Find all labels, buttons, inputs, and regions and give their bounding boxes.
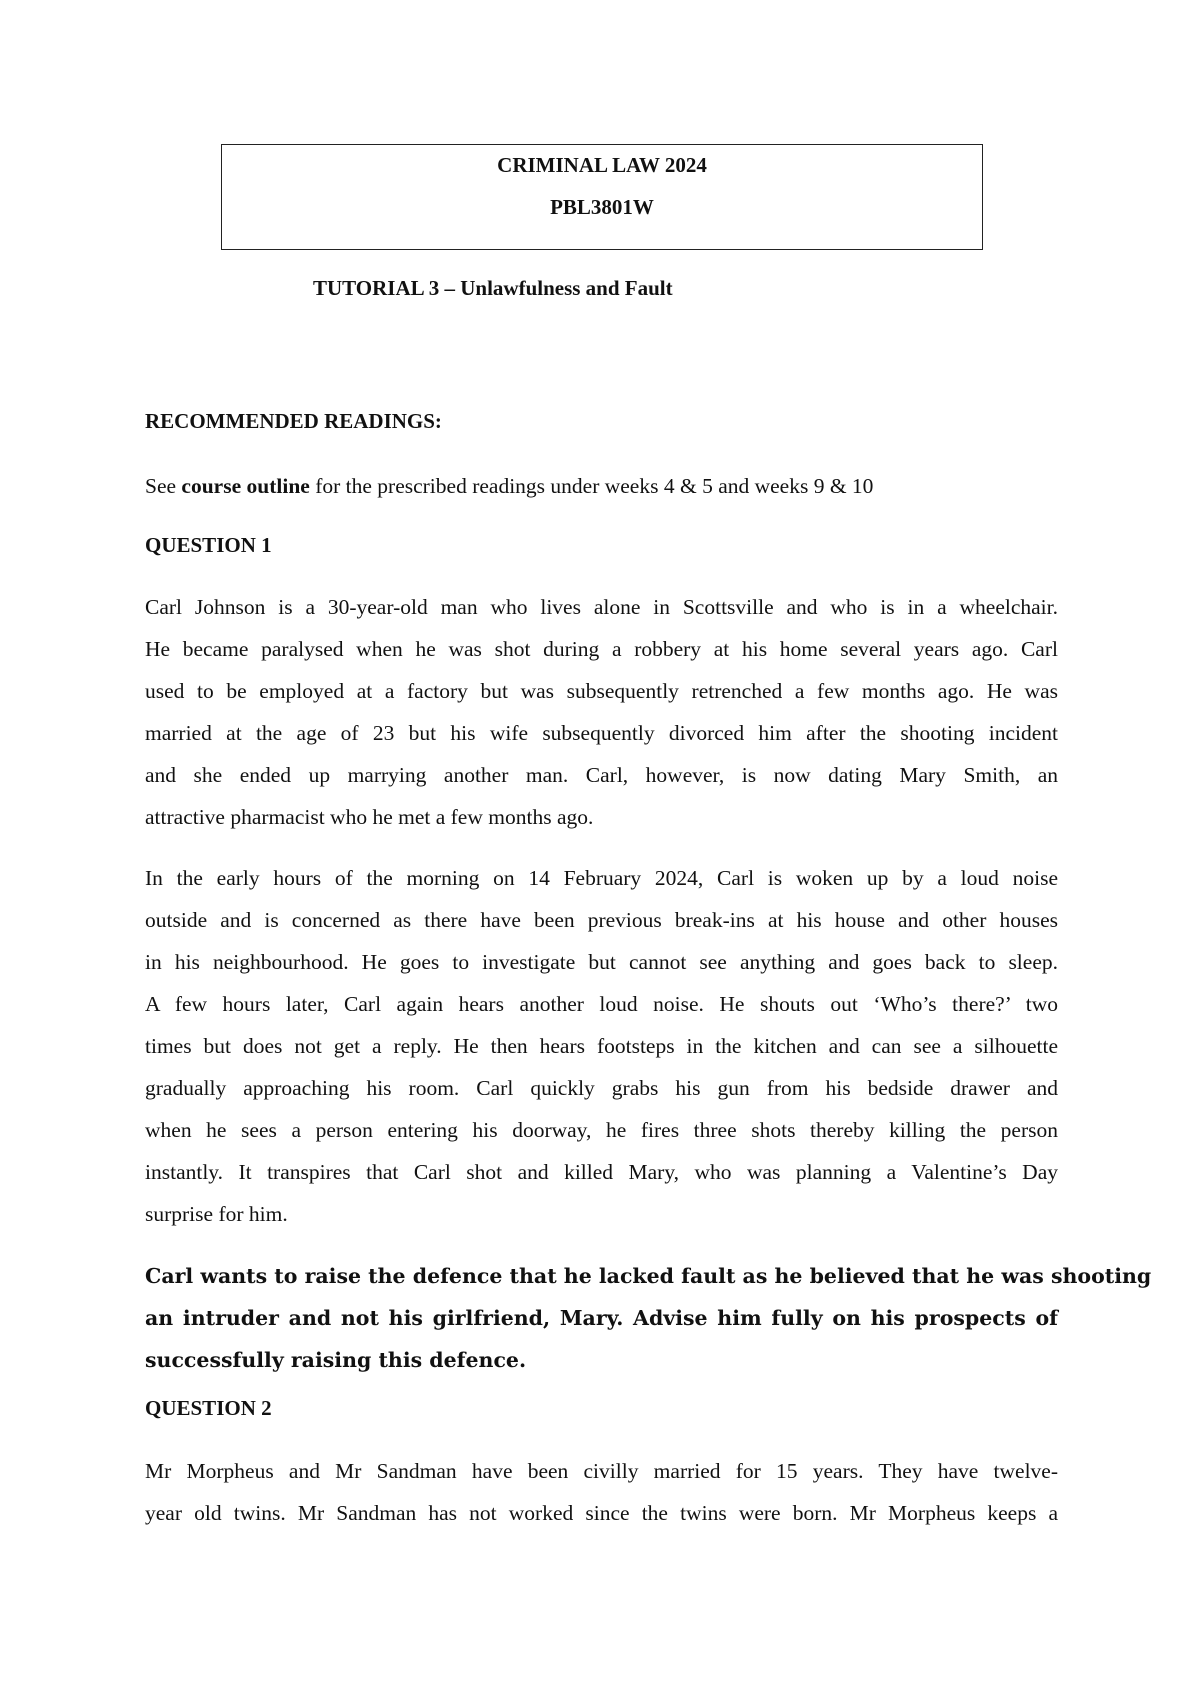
text-line: instantly. It transpires that Carl shot and killed Mary, who was planning a Valentine’s Day <box>145 1160 1058 1184</box>
text-line: gradually approaching his room. Carl quickly grabs his gun from his bedside drawer and <box>145 1076 1058 1100</box>
question-2-paragraph-1 <box>145 1450 1058 1534</box>
course-code: PBL3801W <box>550 195 654 219</box>
text-line: surprise for him. <box>145 1202 288 1226</box>
text-line: married at the age of 23 but his wife subsequently divorced him after the shooting incident <box>145 721 1058 745</box>
text-line: Mr Morpheus and Mr Sandman have been civilly married for 15 years. They have twelve- <box>145 1459 1058 1483</box>
text-line: in his neighbourhood. He goes to investigate but cannot see anything and goes back to sleep. <box>145 950 1058 974</box>
text-line: Carl wants to raise the defence that he lacked fault as he believed that he was shooting <box>145 1264 1152 1288</box>
text-line: and she ended up marrying another man. Carl, however, is now dating Mary Smith, an <box>145 763 1058 787</box>
text-line: attractive pharmacist who he met a few months ago. <box>145 805 594 829</box>
text-line: Carl Johnson is a 30-year-old man who lives alone in Scottsville and who is in a wheelchair. <box>145 595 1058 619</box>
tutorial-title: TUTORIAL 3 – Unlawfulness and Fault <box>313 276 673 300</box>
text-line: used to be employed at a factory but was subsequently retrenched a few months ago. He was <box>145 679 1058 703</box>
text-line: He became paralysed when he was shot during a robbery at his home several years ago. Carl <box>145 637 1058 661</box>
question-2-heading: QUESTION 2 <box>145 1396 272 1420</box>
text-line: A few hours later, Carl again hears another loud noise. He shouts out ‘Who’s there?’ two <box>145 992 1058 1016</box>
course-outline-reference: course outline <box>181 474 310 498</box>
readings-text <box>145 474 873 499</box>
course-title: CRIMINAL LAW 2024 <box>497 153 707 177</box>
text-line: times but does not get a reply. He then hears footsteps in the kitchen and can see a silhouette <box>145 1034 1058 1058</box>
question-1-paragraph-2 <box>145 857 1058 1235</box>
text-line: year old twins. Mr Sandman has not worked since the twins were born. Mr Morpheus keeps a <box>145 1501 1058 1525</box>
question-1-instruction <box>145 1255 1152 1381</box>
text-line: an intruder and not his girlfriend, Mary. Advise him fully on his prospects of <box>145 1306 1058 1330</box>
text-line: successfully raising this defence. <box>145 1348 527 1372</box>
text-line: outside and is concerned as there have been previous break-ins at his house and other houses <box>145 908 1058 932</box>
course-title-box <box>221 144 983 250</box>
readings-suffix: for the prescribed readings under weeks 4 & 5 and weeks 9 & 10 <box>309 474 874 498</box>
text-line: In the early hours of the morning on 14 February 2024, Carl is woken up by a loud noise <box>145 866 1058 890</box>
question-1-paragraph-1 <box>145 586 1058 838</box>
question-1-heading: QUESTION 1 <box>145 533 272 557</box>
readings-heading: RECOMMENDED READINGS: <box>145 409 442 433</box>
readings-prefix: See <box>145 474 182 498</box>
text-line: when he sees a person entering his doorway, he fires three shots thereby killing the person <box>145 1118 1058 1142</box>
